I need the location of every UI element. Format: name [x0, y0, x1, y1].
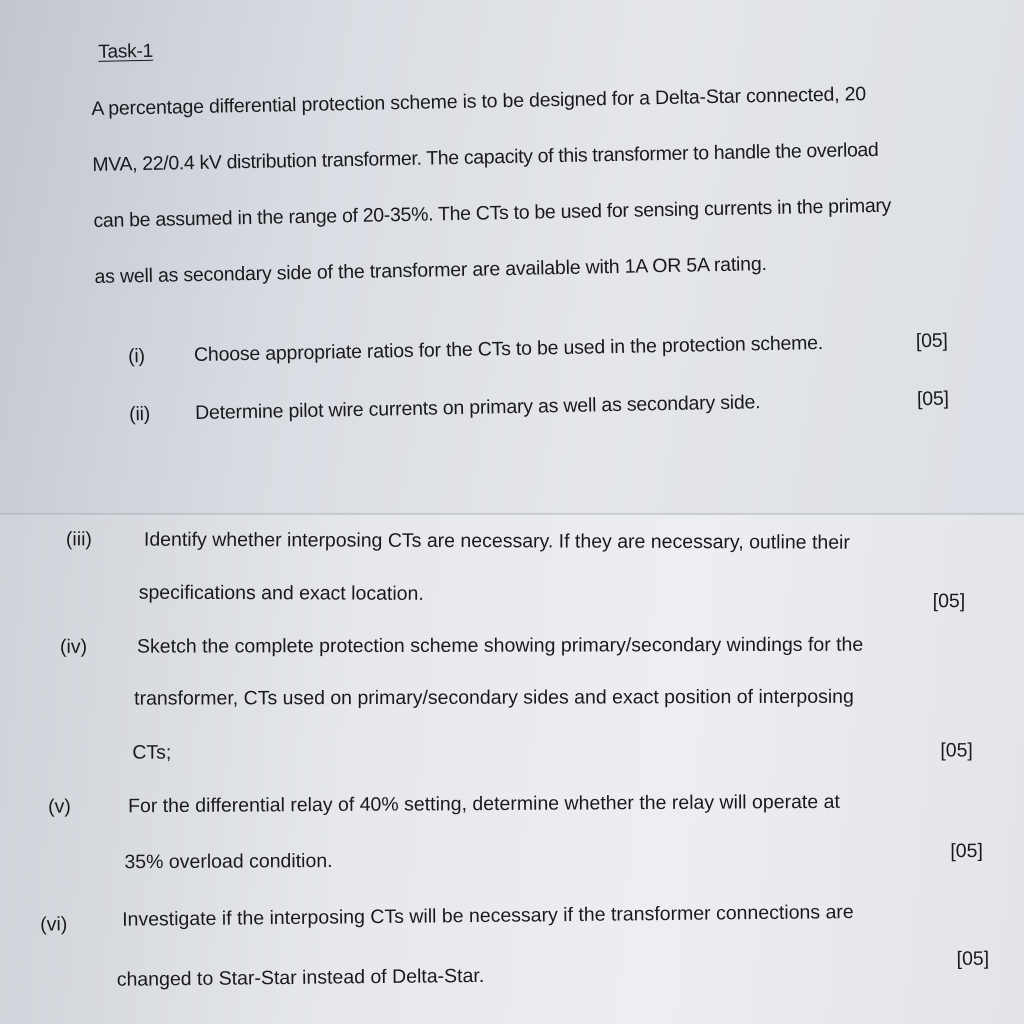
question-iv [0, 633, 1000, 764]
question-number-iv: (iv) [59, 635, 88, 658]
question-number-vi: (vi) [40, 913, 68, 936]
question-iv-line-3: CTs; [132, 741, 172, 764]
paragraph-line-1: A percentage differential protection scheme is to be designed for a Delta-Star connected, 20 [91, 83, 867, 120]
question-v-line-2: 35% overload condition. [124, 849, 333, 874]
question-marks-ii: [05] [916, 387, 949, 411]
question-iv-line-2: transformer, CTs used on primary/secondary sides and exact position of interposing [134, 685, 854, 710]
question-iii [0, 528, 1000, 613]
question-text-ii: Determine pilot wire currents on primary as well as secondary side. [194, 391, 761, 425]
question-number-v: (v) [47, 795, 71, 818]
question-number-i: (i) [127, 345, 146, 368]
question-iii-line-1: Identify whether interposing CTs are necessary. If they are necessary, outline their [143, 528, 850, 554]
question-vi-line-1: Investigate if the interposing CTs will be necessary if the transformer connections are [122, 901, 854, 931]
question-number-iii: (iii) [65, 528, 92, 551]
question-marks-vi: [05] [956, 947, 990, 970]
question-vi [0, 898, 1000, 991]
question-v [0, 790, 1000, 874]
paragraph-line-4: as well as secondary side of the transformer are available with 1A OR 5A rating. [94, 253, 767, 288]
question-iii-line-2: specifications and exact location. [138, 581, 424, 605]
question-vi-line-2: changed to Star-Star instead of Delta-Star. [116, 964, 485, 991]
question-iv-line-1: Sketch the complete protection scheme showing primary/secondary windings for the [136, 633, 864, 658]
question-marks-i: [05] [915, 329, 948, 353]
paragraph-line-3: can be assumed in the range of 20-35%. The CTs to be used for sensing currents in the primary [93, 194, 892, 232]
question-number-ii: (ii) [128, 402, 151, 426]
task-title: Task-1 [98, 40, 154, 63]
question-marks-iii: [05] [932, 590, 966, 613]
question-marks-iv: [05] [940, 739, 973, 762]
question-marks-v: [05] [950, 839, 983, 863]
paragraph-line-2: MVA, 22/0.4 kV distribution transformer. The capacity of this transformer to handle the overload [92, 138, 879, 176]
question-text-i: Choose appropriate ratios for the CTs to be used in the protection scheme. [193, 331, 824, 367]
question-v-line-1: For the differential relay of 40% setting, determine whether the relay will operate at [127, 790, 840, 818]
